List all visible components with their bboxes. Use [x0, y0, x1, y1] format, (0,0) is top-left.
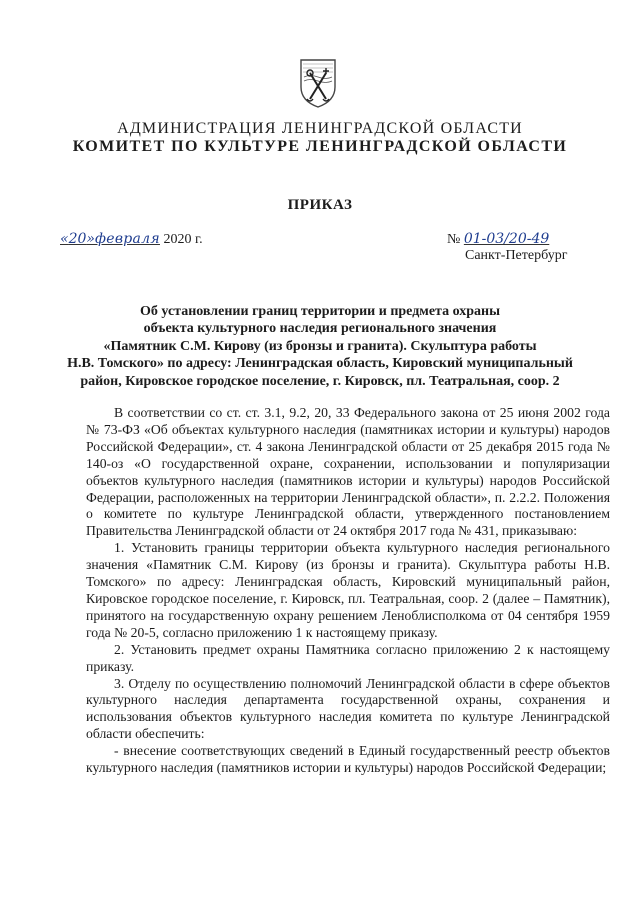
committee-name: КОМИТЕТ ПО КУЛЬТУРЕ ЛЕНИНГРАДСКОЙ ОБЛАСТИ [72, 138, 568, 155]
title-line: Н.В. Томского» по адресу: Ленинградская область, Кировский муниципальный [67, 356, 573, 372]
title-line: Об установлении границ территории и предмета охраны [139, 304, 501, 319]
document-title [40, 303, 600, 390]
date-day: 20 [68, 231, 87, 247]
date-close-quote: » [86, 231, 95, 247]
number-value: 01-03/20-49 [463, 231, 550, 247]
coat-of-arms-emblem-icon [298, 57, 338, 109]
body-paragraph-item-1: 1. Установить границы территории объекта культурного наследия регионального значения «Памятник С.М. Кирову (из бронзы и гранита). Скульптура работы Н.В. Томского» по адресу: Ленинградская область, Кировский муниципальный район, Кировское городское поселение, г. Кировск, пл. Театральная, соор. 2 (далее – Памятник), принятого на государственную охрану решением Леноблисполкома от 04 сентября 1959 года № 20-5, согласно приложению 1 к настоящему приказу. [86, 540, 610, 640]
date-month: февраля [94, 231, 160, 247]
date-open-quote: « [60, 231, 69, 247]
body-paragraph-subitem: - внесение соответствующих сведений в Единый государственный реестр объектов культурного наследия (памятников истории и культуры) народов Российской Федерации; [86, 743, 610, 776]
document-number [447, 231, 549, 248]
body-paragraph-item-2: 2. Установить предмет охраны Памятника согласно приложению 2 к настоящему приказу. [86, 641, 610, 674]
body-paragraph-item-3: 3. Отделу по осуществлению полномочий Ленинградской области в сфере объектов культурного наследия департамента государственной охраны, сохранения и использования объектов культурного наследия комитета по культуре Ленинградской области обеспечить: [86, 675, 610, 742]
body-paragraph-preamble: В соответствии со ст. ст. 3.1, 9.2, 20, 33 Федерального закона от 25 июня 2002 года № 73-ФЗ «Об объектах культурного наследия (памятниках истории и культуры) народов Российской Федерации», ст. 4 закона Ленинградской области от 25 декабря 2015 года № 140-оз «О государственной охране, сохранении, использовании и популяризации объектов культурного наследия (памятников истории и культуры) народов Российской Федерации, расположенных на территории Ленинградской области», п. 2.2.2. Положения о комитете по культуре Ленинградской области, утвержденного постановлением Правительства Ленинградской области от 24 октября 2017 года № 431, приказываю: [86, 405, 610, 539]
document-type: ПРИКАЗ [287, 197, 353, 213]
document-body [86, 405, 610, 777]
title-line: «Памятник С.М. Кирову (из бронзы и гранита). Скульптура работы [103, 338, 537, 354]
title-line: район, Кировское городское поселение, г. Кировск, пл. Театральная, соор. 2 [80, 373, 560, 389]
number-prefix: № [447, 232, 461, 247]
title-line: объекта культурного наследия регионального значения [143, 321, 497, 337]
document-city: Санкт-Петербург [465, 248, 568, 263]
date-year: 2020 г. [163, 232, 203, 247]
document-date [60, 231, 203, 248]
organization-name: АДМИНИСТРАЦИЯ ЛЕНИНГРАДСКОЙ ОБЛАСТИ [117, 120, 523, 137]
